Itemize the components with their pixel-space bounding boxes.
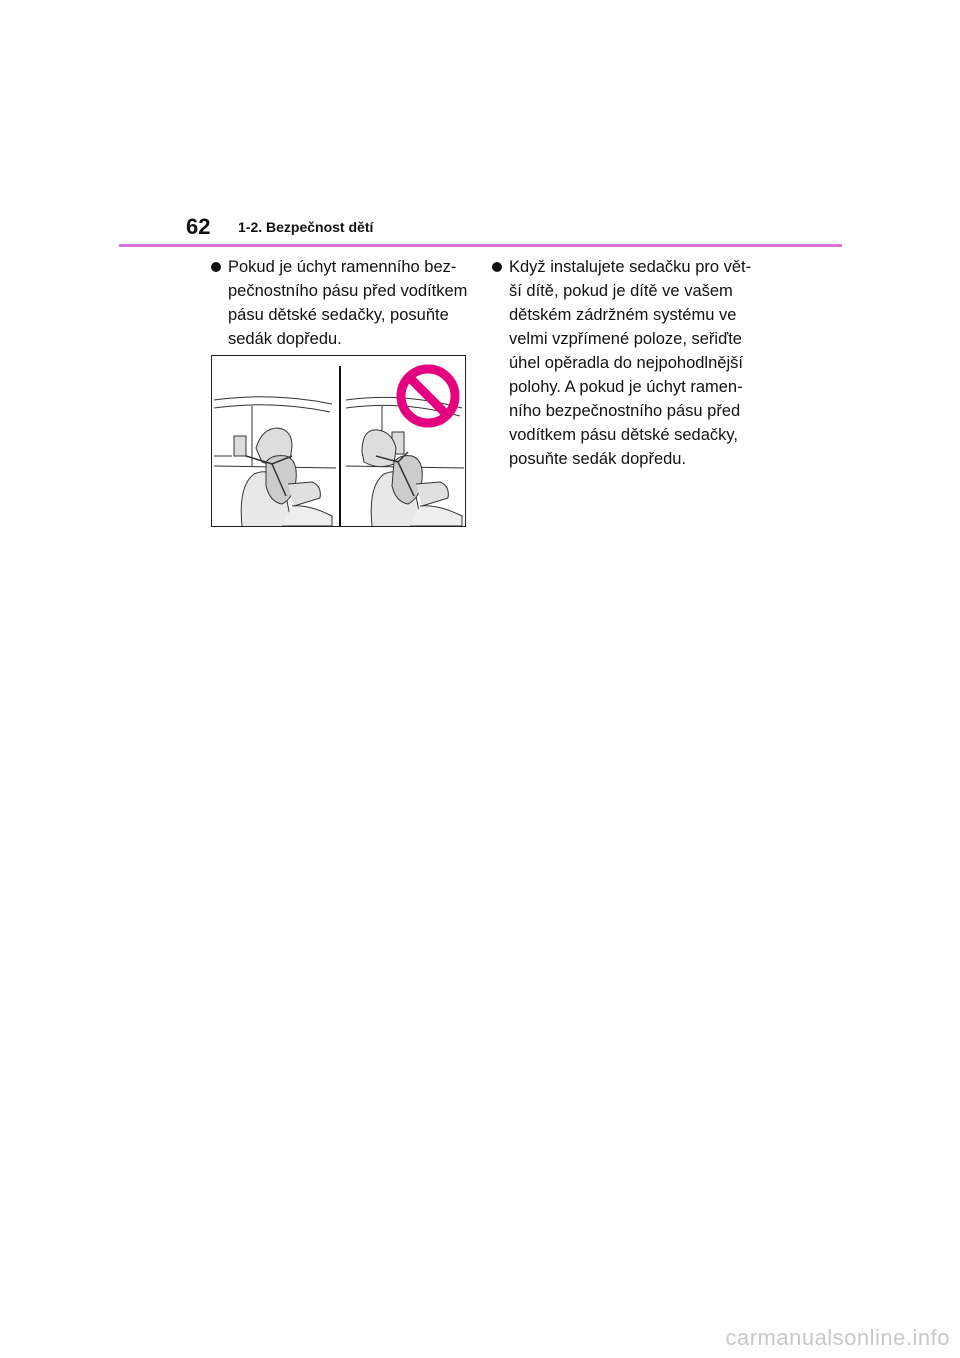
bullet-item-right: [492, 255, 762, 468]
footer-watermark: carmanualsonline.info: [725, 1325, 950, 1350]
header-rule: [119, 244, 842, 247]
section-title: 1-2. Bezpečnost dětí: [238, 219, 374, 235]
bullet-text-left: Pokud je úchyt ramenního bez- pečnostního pásu před vodítkem pásu dětské sedačky, posuňte sedák dopředu.: [228, 258, 468, 348]
page-number: 62: [186, 214, 211, 239]
bullet-dot-icon: [492, 262, 502, 272]
child-seat-illustration: [211, 355, 466, 527]
correct-seat-drawing: [214, 397, 336, 526]
bullet-text-right: Když instalujete sedačku pro vět- ší dítě, pokud je dítě ve vašem dětském zádržném systému ve velmi vzpřímené poloze, seřiďte úhel opěradla do nejpohodlnější polohy. A pokud je úchyt ramen- ního bezpečnostního pásu před vodítkem pásu dětské sedačky, posuňte sedák dopředu.: [509, 258, 752, 468]
bullet-dot-icon: [211, 262, 221, 272]
bullet-item-left: [211, 255, 471, 355]
no-symbol-icon: [401, 369, 455, 423]
